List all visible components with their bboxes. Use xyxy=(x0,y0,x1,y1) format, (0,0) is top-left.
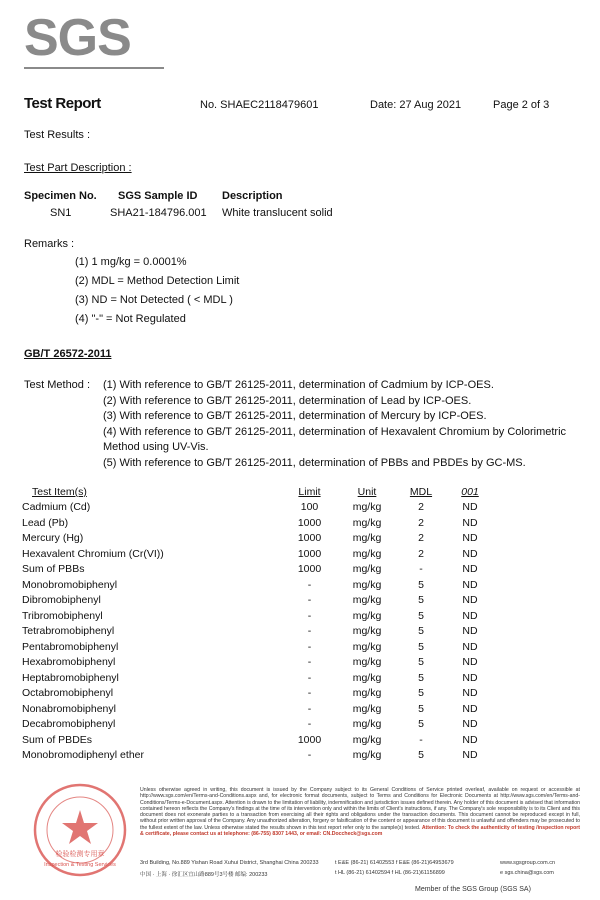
table-row xyxy=(22,624,490,640)
email: e sgs.china@sgs.com xyxy=(500,870,554,876)
cell-mdl: 2 xyxy=(418,547,424,560)
cell-test-item: Hexabromobiphenyl xyxy=(22,656,116,669)
cell-mdl: 2 xyxy=(418,532,424,545)
results-table xyxy=(22,484,490,763)
table-row xyxy=(22,515,490,531)
cell-test-item: Monobromobiphenyl xyxy=(22,578,118,591)
page-number: Page 2 of 3 xyxy=(493,99,550,111)
part-description-label: Test Part Description : xyxy=(24,162,132,174)
cell-result: ND xyxy=(462,625,478,638)
cell-limit: 1000 xyxy=(297,733,322,746)
cell-unit: mg/kg xyxy=(352,594,382,607)
cell-result: ND xyxy=(462,718,478,731)
test-method-line: Method using UV-Vis. xyxy=(103,441,209,453)
cell-limit: 1000 xyxy=(297,516,322,529)
cell-test-item: Sum of PBBs xyxy=(22,563,85,576)
cell-test-item: Monobromodiphenyl ether xyxy=(22,749,144,762)
cell-limit: - xyxy=(307,625,312,638)
sgs-logo xyxy=(24,8,164,68)
cell-result: ND xyxy=(462,702,478,715)
remark-item: (3) ND = Not Detected ( < MDL ) xyxy=(75,294,233,306)
cell-unit: mg/kg xyxy=(352,733,382,746)
col-sample-001: 001 xyxy=(461,485,479,498)
specimen-no: SN1 xyxy=(50,207,72,219)
table-row xyxy=(22,500,490,516)
table-row xyxy=(22,732,490,748)
table-row xyxy=(22,546,490,562)
test-method-label: Test Method : xyxy=(24,379,91,391)
cell-unit: mg/kg xyxy=(352,501,382,514)
cell-mdl: 5 xyxy=(418,718,424,731)
disclaimer-text: Unless otherwise agreed in writing, this document is issued by the Company subject to its General Conditions of Service printed overleaf, available on request or accessible at http://www.sgs.com/en/Terms-and-Conditions.aspx and, for electronic format documents, subject to Terms and Conditions for Electronic Documents at http://www.sgs.com/en/Terms-and-Conditions/Terms-e-Document.aspx. Attention is drawn to the limitation of liability, indemnification and jurisdiction issues defined therein. Any holder of this document is advised that information contained hereon reflects the Company's findings at the time of its intervention only and within the limits of Client's instructions, if any. The Company's sole responsibility is to its Client and this document does not exonerate parties to a transaction from exercising all their rights and obligations under the transaction documents. This document cannot be reproduced except in full, without prior written approval of the Company. Any unauthorized alteration, forgery or falsification of the content or appearance of this document is unlawful and offenders may be prosecuted to the fullest extent of the law. Unless otherwise stated the results shown in this test report refer only to the sample(s) tested. xyxy=(140,787,580,831)
cell-mdl: 5 xyxy=(418,656,424,669)
cell-mdl: 5 xyxy=(418,625,424,638)
cell-mdl: - xyxy=(419,733,423,746)
cell-limit: 1000 xyxy=(297,563,322,576)
cell-limit: - xyxy=(307,749,312,762)
cell-mdl: 5 xyxy=(418,671,424,684)
address-cn: 中国 · 上海 · 徐汇区宜山路889号3号楼 邮编: 200233 xyxy=(140,872,268,878)
cell-result: ND xyxy=(462,501,478,514)
table-row xyxy=(22,701,490,717)
table-row xyxy=(22,531,490,547)
cell-unit: mg/kg xyxy=(352,516,382,529)
cell-mdl: 5 xyxy=(418,702,424,715)
table-row xyxy=(22,562,490,578)
cell-unit: mg/kg xyxy=(352,702,382,715)
address-en: 3rd Building, No.889 Yishan Road Xuhui District, Shanghai China 200233 xyxy=(140,860,319,866)
table-row xyxy=(22,593,490,609)
table-row xyxy=(22,717,490,733)
cell-result: ND xyxy=(462,749,478,762)
cell-mdl: 5 xyxy=(418,640,424,653)
stamp-cn-text: 检验检测专用章 xyxy=(55,850,105,858)
remark-item: (4) "-" = Not Regulated xyxy=(75,313,186,325)
cell-limit: - xyxy=(307,687,312,700)
cell-mdl: 2 xyxy=(418,516,424,529)
cell-test-item: Hexavalent Chromium (Cr(VI)) xyxy=(22,547,164,560)
cell-test-item: Tribromobiphenyl xyxy=(22,609,103,622)
cell-test-item: Mercury (Hg) xyxy=(22,532,84,545)
col-unit: Unit xyxy=(357,485,377,498)
cell-limit: - xyxy=(307,578,312,591)
specimen-header-no: Specimen No. xyxy=(24,190,97,202)
standard-title: GB/T 26572-2011 xyxy=(24,348,112,360)
cell-test-item: Decabromobiphenyl xyxy=(22,718,116,731)
cell-result: ND xyxy=(462,640,478,653)
report-date: Date: 27 Aug 2021 xyxy=(370,99,462,111)
specimen-description: White translucent solid xyxy=(222,207,333,219)
table-row xyxy=(22,655,490,671)
cell-limit: - xyxy=(307,656,312,669)
cell-unit: mg/kg xyxy=(352,718,382,731)
report-title: Test Report xyxy=(24,95,101,112)
cell-limit: 1000 xyxy=(297,532,322,545)
specimen-header-id: SGS Sample ID xyxy=(118,190,198,202)
cell-unit: mg/kg xyxy=(352,671,382,684)
stamp-label-text: Inspection & Testing Services xyxy=(44,862,116,868)
col-mdl: MDL xyxy=(409,485,433,498)
sgs-group-member: Member of the SGS Group (SGS SA) xyxy=(415,886,531,893)
cell-limit: - xyxy=(307,718,312,731)
cell-test-item: Heptabromobiphenyl xyxy=(22,671,119,684)
telephone-ee: t E&E (86-21) 61402553 f E&E (86-21)64953679 xyxy=(335,860,454,866)
cell-test-item: Nonabromobiphenyl xyxy=(22,702,116,715)
report-number: No. SHAEC2118479601 xyxy=(200,99,319,111)
table-row xyxy=(22,577,490,593)
cell-unit: mg/kg xyxy=(352,656,382,669)
cell-limit: - xyxy=(307,671,312,684)
cell-unit: mg/kg xyxy=(352,687,382,700)
cell-mdl: 5 xyxy=(418,687,424,700)
inspection-stamp-icon xyxy=(30,780,130,880)
cell-limit: - xyxy=(307,594,312,607)
table-row xyxy=(22,670,490,686)
cell-result: ND xyxy=(462,516,478,529)
cell-unit: mg/kg xyxy=(352,563,382,576)
table-row xyxy=(22,639,490,655)
cell-mdl: - xyxy=(419,563,423,576)
cell-test-item: Tetrabromobiphenyl xyxy=(22,625,115,638)
cell-limit: 100 xyxy=(300,501,319,514)
cell-result: ND xyxy=(462,687,478,700)
cell-result: ND xyxy=(462,563,478,576)
cell-unit: mg/kg xyxy=(352,532,382,545)
cell-unit: mg/kg xyxy=(352,547,382,560)
cell-unit: mg/kg xyxy=(352,749,382,762)
test-method-line: (5) With reference to GB/T 26125-2011, determination of PBBs and PBDEs by GC-MS. xyxy=(103,456,526,469)
cell-mdl: 5 xyxy=(418,749,424,762)
col-test-item: Test Item(s) xyxy=(32,485,87,498)
table-row xyxy=(22,608,490,624)
test-method-line: (4) With reference to GB/T 26125-2011, determination of Hexavalent Chromium by Colorimetric xyxy=(103,425,567,438)
test-results-label: Test Results : xyxy=(24,129,91,141)
remark-item: (2) MDL = Method Detection Limit xyxy=(75,275,240,287)
cell-result: ND xyxy=(462,594,478,607)
telephone-hl: t HL (86-21) 61402594 f HL (86-21)61156899 xyxy=(335,870,445,876)
cell-result: ND xyxy=(462,656,478,669)
cell-test-item: Cadmium (Cd) xyxy=(22,501,91,514)
cell-result: ND xyxy=(462,578,478,591)
footer-disclaimer xyxy=(140,787,580,837)
cell-unit: mg/kg xyxy=(352,625,382,638)
logo-underline xyxy=(24,67,164,69)
cell-limit: - xyxy=(307,702,312,715)
cell-result: ND xyxy=(462,609,478,622)
logo-text: SGS xyxy=(24,9,131,67)
attention-text: Attention: To check the authenticity of testing /inspection report & certificate, please contact us at telephone: (86-755) 8307 1443, or email: CN.Doccheck@sgs.com xyxy=(140,824,580,838)
cell-test-item: Octabromobiphenyl xyxy=(22,687,114,700)
cell-test-item: Sum of PBDEs xyxy=(22,733,93,746)
cell-mdl: 5 xyxy=(418,609,424,622)
cell-test-item: Lead (Pb) xyxy=(22,516,69,529)
results-header-row xyxy=(22,484,490,500)
cell-result: ND xyxy=(462,547,478,560)
cell-mdl: 2 xyxy=(418,501,424,514)
cell-unit: mg/kg xyxy=(352,640,382,653)
specimen-header-desc: Description xyxy=(222,190,283,202)
test-method-lines xyxy=(103,378,573,471)
cell-result: ND xyxy=(462,532,478,545)
cell-unit: mg/kg xyxy=(352,578,382,591)
test-method-line: (2) With reference to GB/T 26125-2011, determination of Lead by ICP-OES. xyxy=(103,394,472,407)
cell-mdl: 5 xyxy=(418,578,424,591)
table-row xyxy=(22,748,490,764)
website: www.sgsgroup.com.cn xyxy=(500,860,556,866)
test-method-line: (1) With reference to GB/T 26125-2011, determination of Cadmium by ICP-OES. xyxy=(103,379,494,391)
cell-mdl: 5 xyxy=(418,594,424,607)
cell-limit: 1000 xyxy=(297,547,322,560)
remark-item: (1) 1 mg/kg = 0.0001% xyxy=(75,256,187,268)
test-method-line: (3) With reference to GB/T 26125-2011, determination of Mercury by ICP-OES. xyxy=(103,410,487,422)
cell-limit: - xyxy=(307,640,312,653)
results-body xyxy=(22,500,490,764)
cell-result: ND xyxy=(462,733,478,746)
col-limit: Limit xyxy=(298,485,321,498)
cell-limit: - xyxy=(307,609,312,622)
cell-test-item: Pentabromobiphenyl xyxy=(22,640,119,653)
table-row xyxy=(22,686,490,702)
remarks-label: Remarks : xyxy=(24,238,75,250)
cell-result: ND xyxy=(462,671,478,684)
specimen-id: SHA21-184796.001 xyxy=(110,207,207,219)
cell-test-item: Dibromobiphenyl xyxy=(22,594,101,607)
cell-unit: mg/kg xyxy=(352,609,382,622)
